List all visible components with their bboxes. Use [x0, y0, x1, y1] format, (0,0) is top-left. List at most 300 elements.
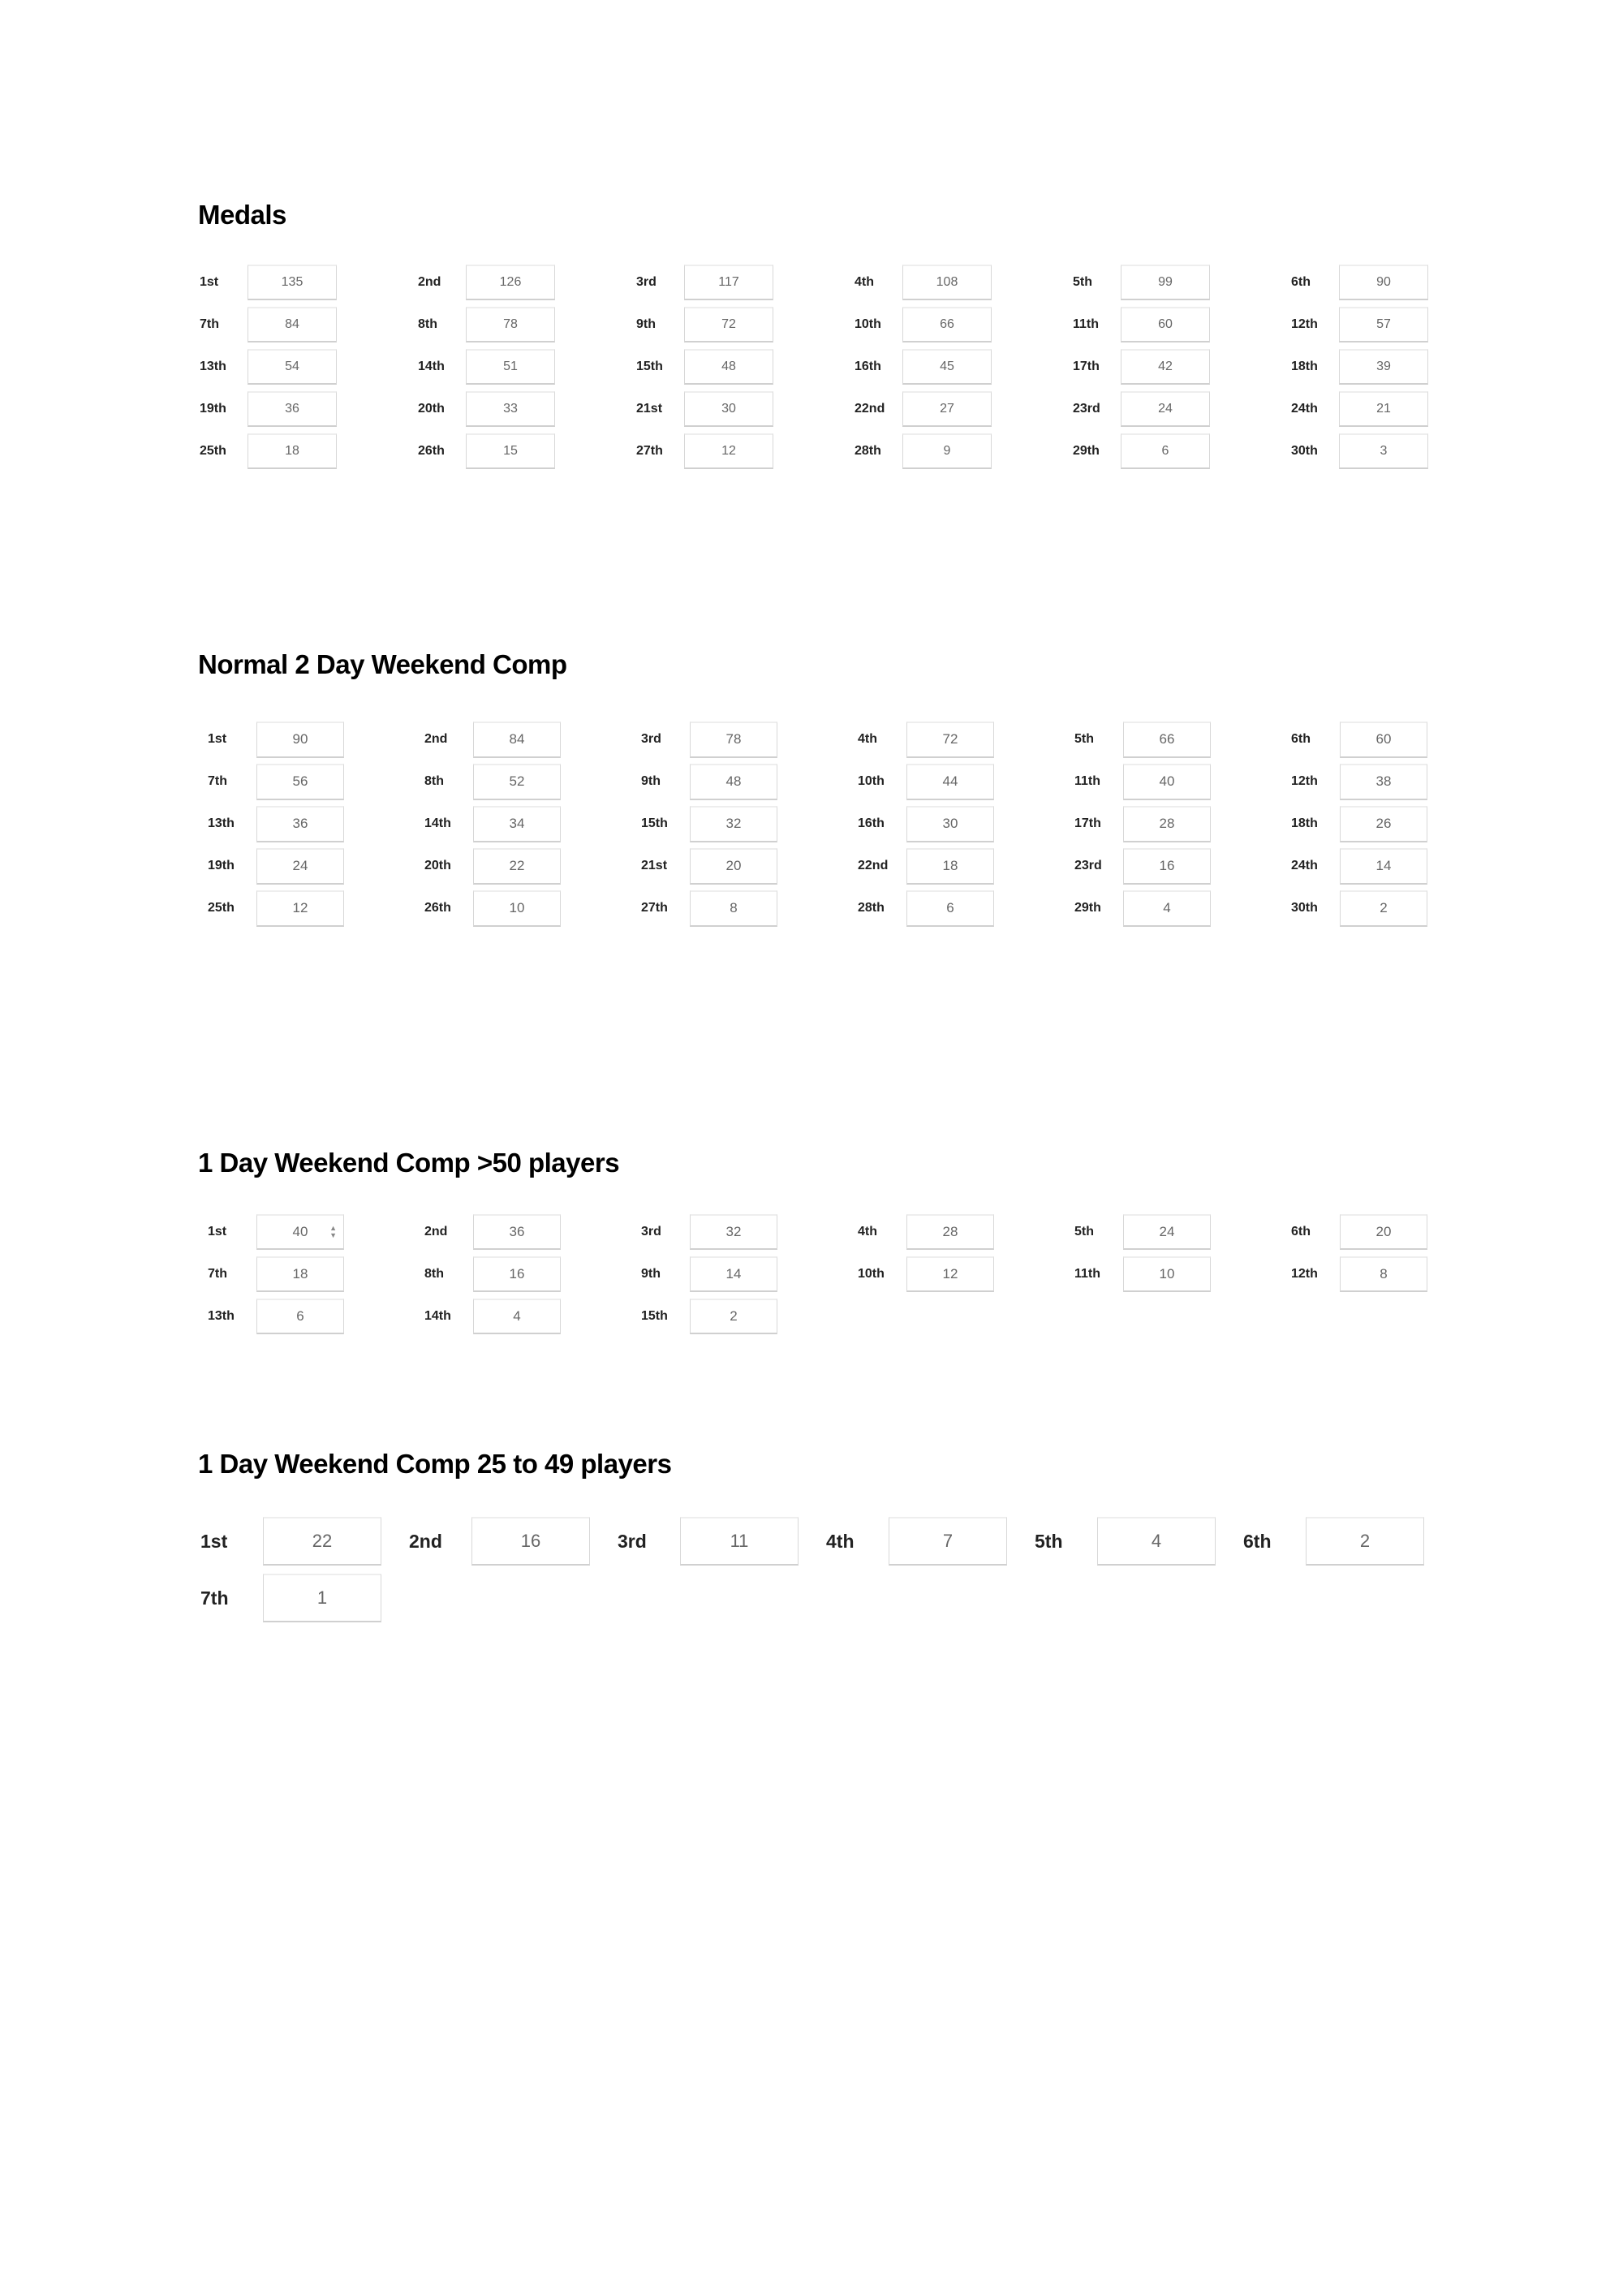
place-entry	[1074, 845, 1291, 887]
points-value: 2	[730, 1308, 738, 1324]
place-entry	[858, 803, 1074, 845]
place-entry	[858, 887, 1074, 929]
points-input[interactable]	[902, 433, 992, 469]
points-input[interactable]	[1121, 349, 1210, 385]
place-entry	[208, 760, 424, 803]
points-input[interactable]	[1340, 764, 1427, 800]
place-entry	[1291, 803, 1508, 845]
points-input[interactable]	[256, 1256, 344, 1292]
place-label: 13th	[208, 816, 235, 830]
points-input[interactable]	[1123, 806, 1211, 842]
points-input[interactable]	[906, 806, 994, 842]
points-value: 14	[725, 1266, 742, 1282]
place-label: 23rd	[1073, 402, 1100, 416]
points-value: 4	[513, 1308, 521, 1324]
points-input[interactable]	[902, 391, 992, 427]
place-label: 6th	[1291, 1225, 1311, 1238]
place-label: 15th	[636, 360, 663, 373]
place-label: 3rd	[641, 732, 661, 746]
place-entry	[855, 304, 1073, 346]
points-grid	[208, 718, 1508, 929]
points-grid	[208, 1211, 1508, 1338]
points-input[interactable]	[466, 433, 555, 469]
place-label: 7th	[208, 1267, 227, 1281]
place-entry	[200, 261, 418, 304]
points-value: 16	[520, 1531, 541, 1551]
points-input[interactable]	[256, 848, 344, 885]
points-value: 60	[1158, 317, 1173, 331]
points-input[interactable]	[684, 307, 773, 342]
place-entry	[1291, 388, 1509, 430]
place-entry	[200, 1513, 409, 1570]
points-value: 18	[292, 1266, 308, 1282]
points-value: 36	[285, 402, 299, 416]
points-input[interactable]	[256, 1299, 344, 1334]
points-value: 45	[940, 360, 954, 373]
points-input[interactable]	[690, 722, 777, 758]
place-label: 18th	[1291, 816, 1318, 830]
points-input[interactable]	[248, 349, 337, 385]
place-label: 13th	[208, 1309, 235, 1323]
points-input[interactable]	[256, 806, 344, 842]
points-input[interactable]	[466, 349, 555, 385]
number-spinner-icon[interactable]: ▲ ▼	[329, 1224, 337, 1239]
place-label: 19th	[200, 402, 226, 416]
place-entry	[636, 261, 855, 304]
points-value: 15	[503, 444, 518, 458]
points-input[interactable]	[690, 806, 777, 842]
points-value: 24	[1158, 402, 1173, 416]
place-entry	[1291, 1211, 1508, 1253]
place-entry	[208, 718, 424, 760]
points-input[interactable]	[248, 307, 337, 342]
points-value: 3	[1380, 444, 1388, 458]
points-value: 8	[1380, 1266, 1388, 1282]
place-label: 27th	[641, 901, 668, 915]
points-value: 10	[509, 900, 525, 915]
place-entry	[424, 803, 641, 845]
points-value: 16	[1159, 858, 1175, 873]
points-input[interactable]	[473, 848, 561, 885]
place-label: 8th	[424, 1267, 444, 1281]
points-input[interactable]	[906, 848, 994, 885]
points-input[interactable]	[889, 1517, 1007, 1566]
points-input[interactable]	[690, 1299, 777, 1334]
place-entry	[200, 1570, 409, 1626]
points-input[interactable]	[1306, 1517, 1424, 1566]
place-label: 14th	[424, 1309, 451, 1323]
place-label: 7th	[200, 317, 219, 331]
place-label: 4th	[858, 1225, 877, 1238]
points-input[interactable]	[690, 890, 777, 927]
points-value: 126	[499, 275, 522, 289]
place-entry	[424, 1211, 641, 1253]
section-title: 1 Day Weekend Comp >50 players	[198, 1148, 620, 1178]
points-value: 26	[1375, 816, 1392, 831]
place-entry	[418, 430, 636, 472]
section-title: Normal 2 Day Weekend Comp	[198, 649, 567, 679]
place-label: 21st	[636, 402, 663, 416]
points-value: 39	[1376, 360, 1391, 373]
place-label: 25th	[208, 901, 235, 915]
place-entry	[855, 388, 1073, 430]
place-entry	[1291, 346, 1509, 388]
place-entry	[855, 346, 1073, 388]
points-input[interactable]	[473, 1299, 561, 1334]
place-label: 28th	[858, 901, 885, 915]
place-entry	[641, 803, 858, 845]
points-input[interactable]	[906, 890, 994, 927]
points-value: 72	[942, 731, 958, 747]
points-input[interactable]	[263, 1574, 381, 1622]
points-input[interactable]	[1123, 1256, 1211, 1292]
place-label: 18th	[1291, 360, 1318, 373]
points-value: 135	[281, 275, 304, 289]
points-input[interactable]	[684, 265, 773, 300]
place-entry	[641, 1211, 858, 1253]
points-value: 117	[718, 275, 739, 289]
place-label: 5th	[1074, 732, 1094, 746]
place-entry	[424, 760, 641, 803]
points-value: 78	[725, 731, 742, 747]
points-value: 14	[1375, 858, 1392, 873]
points-input[interactable]	[471, 1517, 590, 1566]
place-entry	[1073, 430, 1291, 472]
points-input[interactable]	[1123, 764, 1211, 800]
points-input[interactable]	[1123, 1214, 1211, 1250]
points-value: 52	[509, 773, 525, 789]
points-input[interactable]	[906, 722, 994, 758]
points-value: 48	[721, 360, 736, 373]
place-entry	[1074, 803, 1291, 845]
place-entry	[409, 1513, 618, 1570]
points-input[interactable]	[684, 433, 773, 469]
place-entry	[1073, 346, 1291, 388]
points-input[interactable]	[256, 890, 344, 927]
place-entry	[1291, 430, 1509, 472]
points-value: 20	[725, 858, 742, 873]
place-entry	[855, 430, 1073, 472]
place-entry	[1291, 887, 1508, 929]
points-value: 2	[1380, 900, 1388, 915]
place-label: 25th	[200, 444, 226, 458]
place-label: 1st	[208, 732, 227, 746]
points-value: 16	[509, 1266, 525, 1282]
points-input[interactable]	[690, 764, 777, 800]
points-input[interactable]	[902, 307, 992, 342]
points-input[interactable]	[1097, 1517, 1216, 1566]
points-input[interactable]	[906, 764, 994, 800]
place-label: 1st	[200, 1530, 228, 1552]
place-label: 19th	[208, 859, 235, 872]
points-value: 18	[285, 444, 299, 458]
points-input[interactable]	[684, 349, 773, 385]
place-label: 26th	[418, 444, 445, 458]
points-value: 57	[1376, 317, 1391, 331]
points-value: 32	[725, 816, 742, 831]
place-label: 9th	[636, 317, 656, 331]
place-entry	[1074, 887, 1291, 929]
points-value: 28	[1159, 816, 1175, 831]
points-input[interactable]	[466, 265, 555, 300]
place-label: 29th	[1074, 901, 1101, 915]
points-value: 32	[725, 1224, 742, 1239]
place-entry	[208, 887, 424, 929]
place-label: 3rd	[636, 275, 657, 289]
place-label: 6th	[1291, 275, 1311, 289]
place-label: 3rd	[641, 1225, 661, 1238]
points-input[interactable]	[1121, 433, 1210, 469]
place-entry	[641, 760, 858, 803]
points-value: 12	[721, 444, 736, 458]
points-value: 9	[943, 444, 951, 458]
points-value: 44	[942, 773, 958, 789]
points-value: 7	[942, 1531, 954, 1551]
points-input[interactable]	[256, 722, 344, 758]
points-grid	[200, 261, 1509, 472]
place-entry	[1074, 718, 1291, 760]
place-label: 15th	[641, 816, 668, 830]
points-input[interactable]	[680, 1517, 799, 1566]
place-entry	[1074, 760, 1291, 803]
place-label: 12th	[1291, 774, 1318, 788]
points-value: 38	[1375, 773, 1392, 789]
place-label: 21st	[641, 859, 668, 872]
place-entry	[826, 1513, 1035, 1570]
place-entry	[208, 1295, 424, 1338]
place-entry	[418, 388, 636, 430]
points-value: 84	[509, 731, 525, 747]
points-value: 51	[503, 360, 518, 373]
points-input[interactable]	[473, 764, 561, 800]
points-value: 8	[730, 900, 738, 915]
place-label: 2nd	[424, 1225, 448, 1238]
points-input[interactable]	[1123, 848, 1211, 885]
points-input[interactable]	[1121, 391, 1210, 427]
points-value: 4	[1163, 900, 1171, 915]
points-input[interactable]	[473, 1214, 561, 1250]
points-value: 6	[1161, 444, 1169, 458]
points-value: 6	[296, 1308, 304, 1324]
points-value: 24	[292, 858, 308, 873]
points-input[interactable]	[473, 806, 561, 842]
points-input[interactable]	[690, 1214, 777, 1250]
points-value: 28	[942, 1224, 958, 1239]
place-label: 24th	[1291, 859, 1318, 872]
place-entry	[641, 845, 858, 887]
points-input[interactable]	[1339, 307, 1428, 342]
points-value: 11	[730, 1531, 749, 1551]
place-label: 1st	[208, 1225, 227, 1238]
place-label: 14th	[424, 816, 451, 830]
place-label: 7th	[200, 1587, 229, 1609]
place-label: 2nd	[418, 275, 441, 289]
points-grid	[200, 1513, 1452, 1626]
place-label: 12th	[1291, 317, 1318, 331]
points-input[interactable]	[1123, 890, 1211, 927]
points-value: 84	[285, 317, 299, 331]
place-entry	[636, 388, 855, 430]
place-entry	[418, 304, 636, 346]
points-value: 34	[509, 816, 525, 831]
points-value: 22	[312, 1531, 333, 1551]
points-input[interactable]	[690, 1256, 777, 1292]
points-input[interactable]	[248, 433, 337, 469]
place-entry	[200, 388, 418, 430]
points-value: 12	[292, 900, 308, 915]
points-value: 4	[1151, 1531, 1162, 1551]
points-value: 40	[292, 1224, 308, 1239]
place-entry	[1073, 388, 1291, 430]
points-value: 99	[1158, 275, 1173, 289]
points-value: 21	[1376, 402, 1391, 416]
place-entry	[1074, 1211, 1291, 1253]
points-input[interactable]	[1339, 265, 1428, 300]
place-label: 20th	[418, 402, 445, 416]
place-entry	[200, 346, 418, 388]
place-label: 13th	[200, 360, 226, 373]
points-value: 2	[1359, 1531, 1371, 1551]
place-entry	[641, 1253, 858, 1295]
points-input[interactable]	[902, 265, 992, 300]
place-entry	[1243, 1513, 1452, 1570]
place-label: 30th	[1291, 444, 1318, 458]
place-entry	[418, 346, 636, 388]
points-input[interactable]	[473, 1256, 561, 1292]
points-value: 108	[936, 275, 958, 289]
place-label: 24th	[1291, 402, 1318, 416]
place-label: 5th	[1073, 275, 1092, 289]
place-label: 22nd	[858, 859, 889, 872]
place-label: 17th	[1074, 816, 1101, 830]
place-label: 7th	[208, 774, 227, 788]
points-value: 54	[285, 360, 299, 373]
points-value: 30	[942, 816, 958, 831]
place-entry	[1291, 760, 1508, 803]
place-entry	[1291, 261, 1509, 304]
points-input[interactable]	[1340, 848, 1427, 885]
place-label: 1st	[200, 275, 219, 289]
points-input[interactable]	[1340, 890, 1427, 927]
place-label: 23rd	[1074, 859, 1102, 872]
points-input[interactable]	[248, 391, 337, 427]
place-label: 30th	[1291, 901, 1318, 915]
place-label: 8th	[418, 317, 437, 331]
section-title: Medals	[198, 200, 286, 230]
place-label: 28th	[855, 444, 881, 458]
place-entry	[208, 1211, 424, 1253]
points-value: 90	[1376, 275, 1391, 289]
place-entry	[858, 760, 1074, 803]
points-value: 60	[1375, 731, 1392, 747]
place-entry	[1074, 1253, 1291, 1295]
points-input[interactable]	[466, 391, 555, 427]
place-entry	[1073, 304, 1291, 346]
points-value: 36	[292, 816, 308, 831]
points-value: 18	[942, 858, 958, 873]
points-input[interactable]	[1340, 1214, 1427, 1250]
points-input[interactable]	[1121, 307, 1210, 342]
points-input[interactable]	[1340, 1256, 1427, 1292]
place-entry	[636, 430, 855, 472]
points-input[interactable]	[906, 1214, 994, 1250]
place-entry	[858, 1253, 1074, 1295]
place-entry	[641, 887, 858, 929]
place-label: 6th	[1243, 1530, 1272, 1552]
points-value: 66	[1159, 731, 1175, 747]
place-label: 10th	[858, 1267, 885, 1281]
points-value: 72	[721, 317, 736, 331]
place-entry	[208, 845, 424, 887]
place-label: 20th	[424, 859, 451, 872]
place-entry	[641, 718, 858, 760]
place-label: 5th	[1035, 1530, 1063, 1552]
place-label: 27th	[636, 444, 663, 458]
place-entry	[1291, 718, 1508, 760]
points-input[interactable]	[1123, 722, 1211, 758]
place-label: 11th	[1073, 317, 1100, 331]
place-label: 12th	[1291, 1267, 1318, 1281]
place-label: 5th	[1074, 1225, 1094, 1238]
place-label: 16th	[858, 816, 885, 830]
place-entry	[424, 845, 641, 887]
points-input[interactable]	[690, 848, 777, 885]
place-label: 6th	[1291, 732, 1311, 746]
place-label: 4th	[858, 732, 877, 746]
place-label: 29th	[1073, 444, 1100, 458]
points-input[interactable]	[1339, 349, 1428, 385]
points-input[interactable]	[248, 265, 337, 300]
place-entry	[636, 304, 855, 346]
place-label: 2nd	[409, 1530, 442, 1552]
place-label: 16th	[855, 360, 881, 373]
points-input[interactable]	[473, 890, 561, 927]
place-entry	[1073, 261, 1291, 304]
points-input[interactable]	[684, 391, 773, 427]
points-input[interactable]	[906, 1256, 994, 1292]
points-value: 12	[942, 1266, 958, 1282]
place-entry	[855, 261, 1073, 304]
points-input[interactable]	[1339, 391, 1428, 427]
place-entry	[858, 1211, 1074, 1253]
points-input[interactable]	[1339, 433, 1428, 469]
points-input[interactable]	[256, 1214, 344, 1250]
place-entry	[424, 1295, 641, 1338]
place-label: 22nd	[855, 402, 885, 416]
points-input[interactable]	[256, 764, 344, 800]
place-label: 8th	[424, 774, 444, 788]
points-input[interactable]	[1121, 265, 1210, 300]
points-value: 6	[946, 900, 954, 915]
place-entry	[208, 1253, 424, 1295]
place-entry	[424, 1253, 641, 1295]
place-entry	[418, 261, 636, 304]
points-value: 30	[721, 402, 736, 416]
points-input[interactable]	[473, 722, 561, 758]
place-entry	[858, 718, 1074, 760]
points-value: 42	[1158, 360, 1173, 373]
points-input[interactable]	[902, 349, 992, 385]
points-input[interactable]	[466, 307, 555, 342]
place-label: 4th	[855, 275, 874, 289]
points-input[interactable]	[1340, 806, 1427, 842]
points-value: 48	[725, 773, 742, 789]
place-entry	[208, 803, 424, 845]
points-input[interactable]	[1340, 722, 1427, 758]
place-label: 9th	[641, 774, 661, 788]
points-value: 10	[1159, 1266, 1175, 1282]
points-input[interactable]	[263, 1517, 381, 1566]
